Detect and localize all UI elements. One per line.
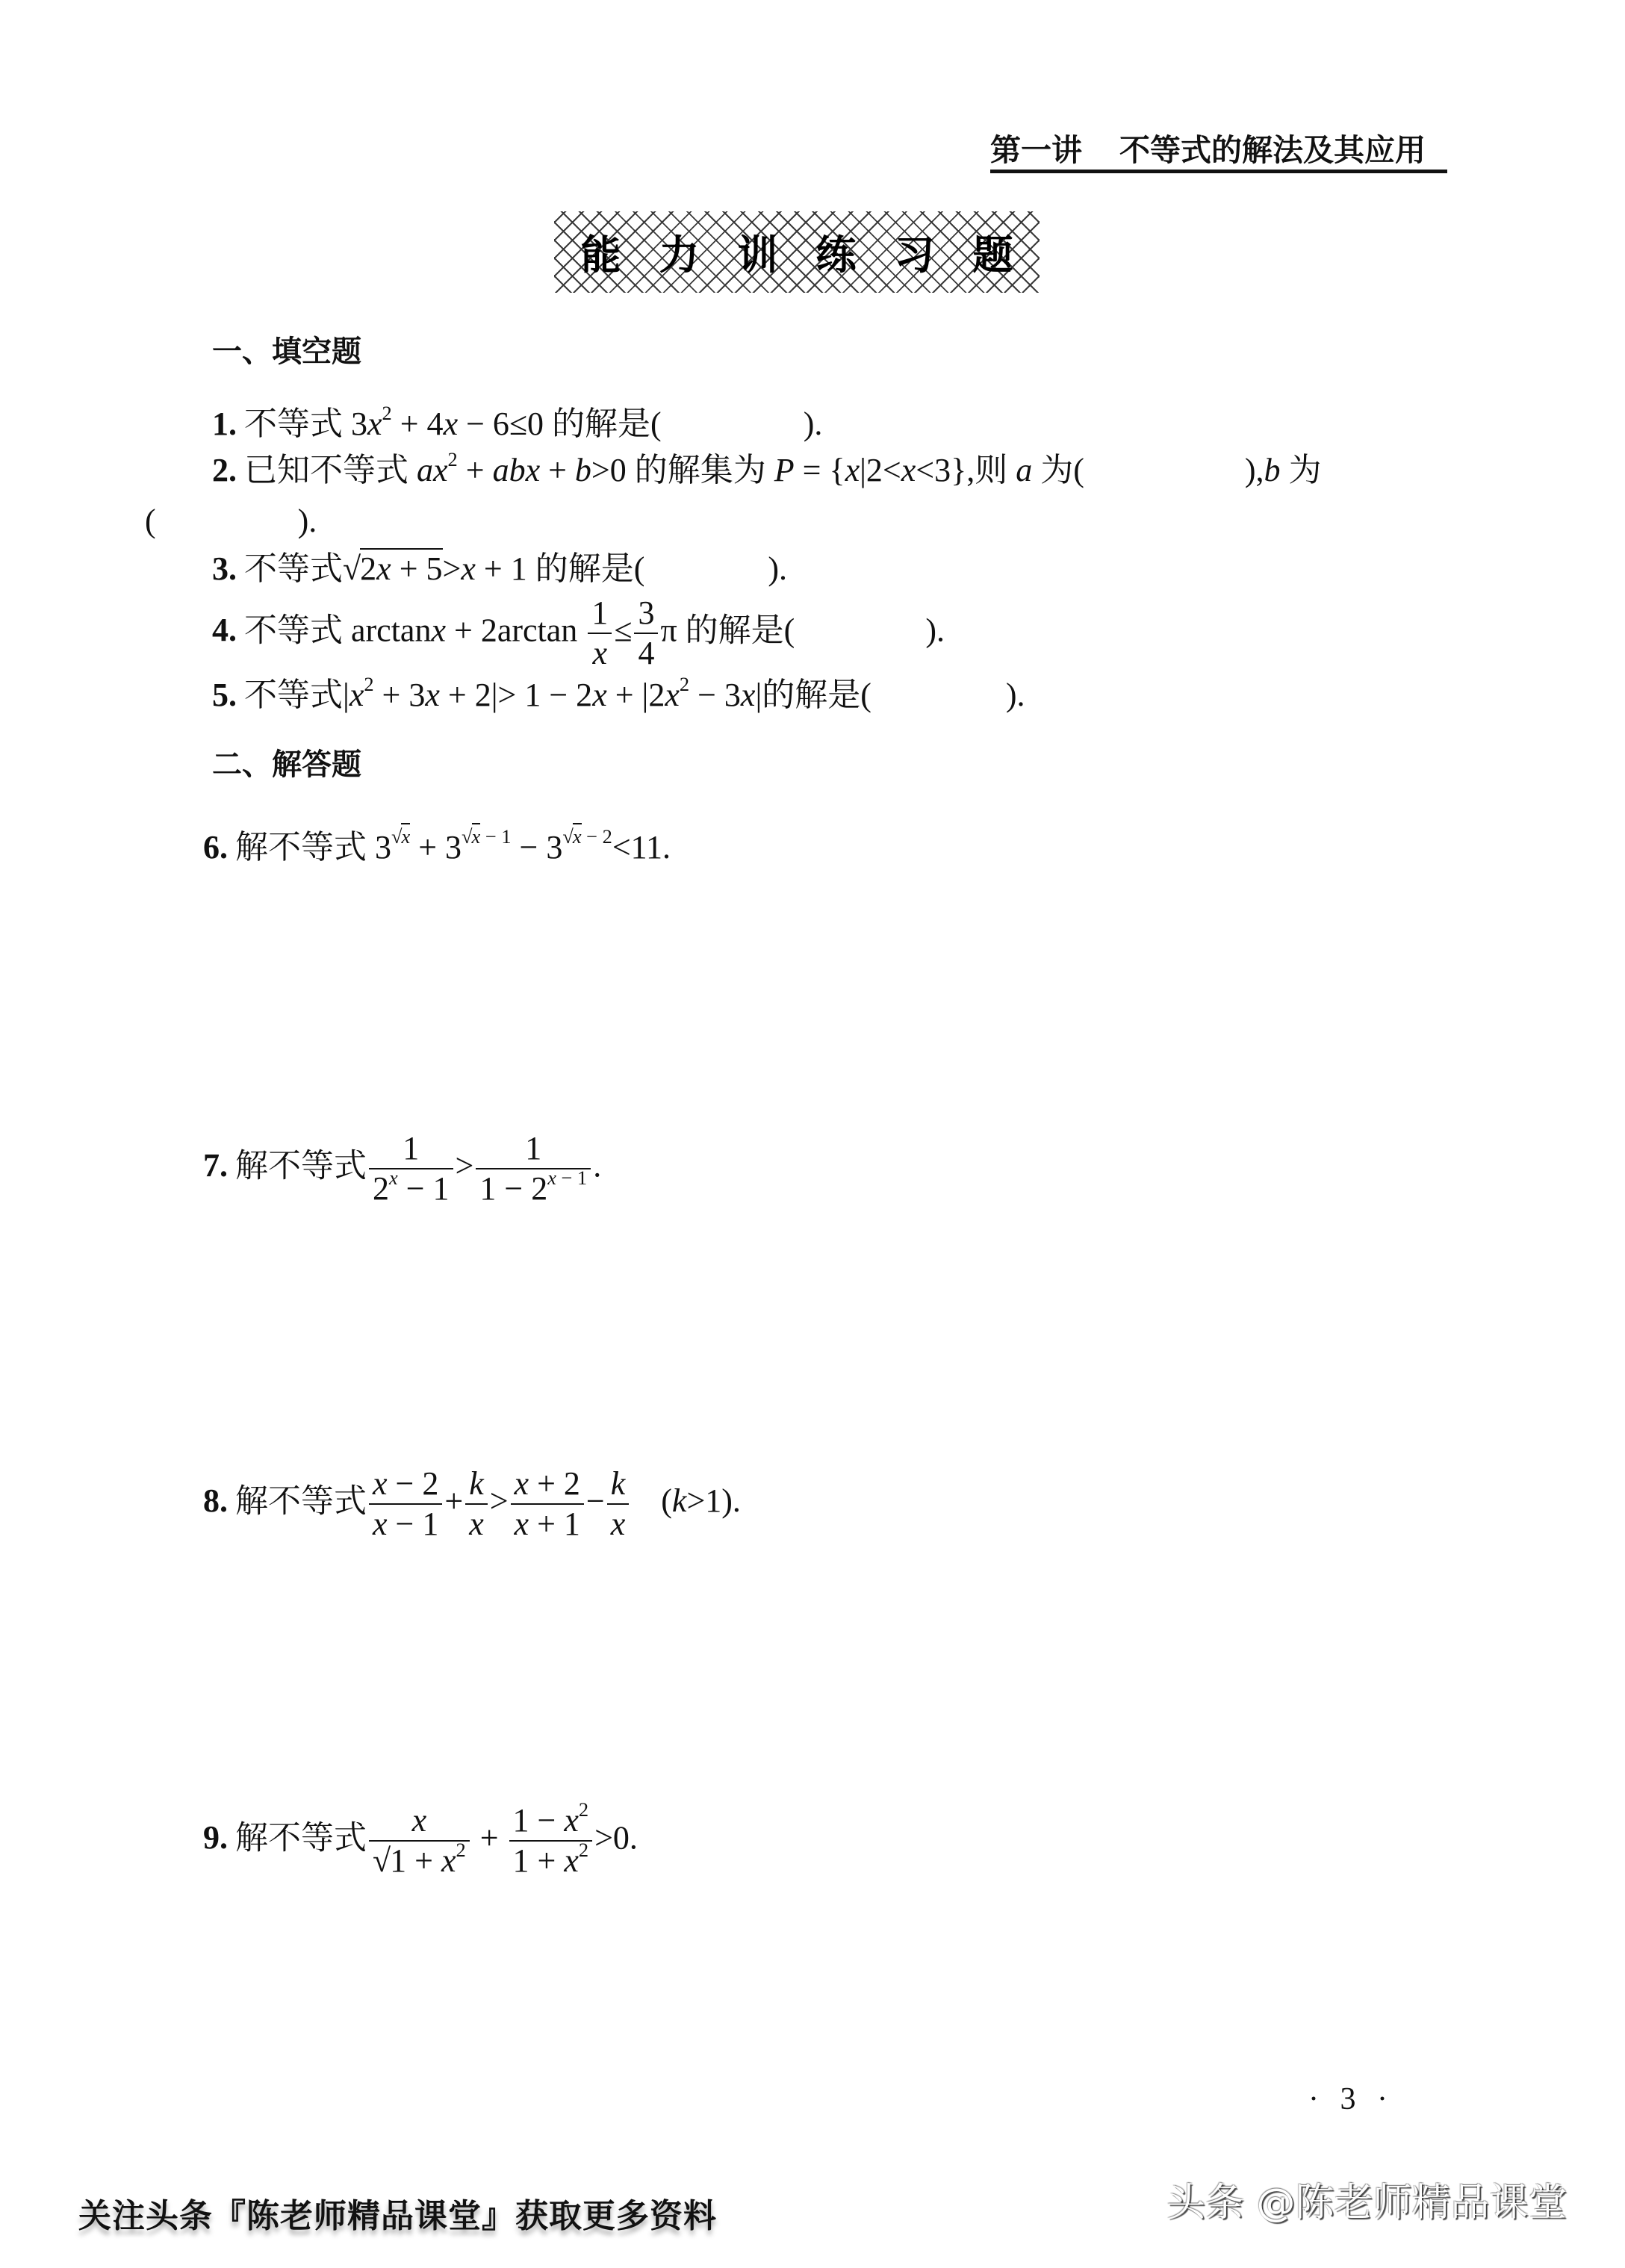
fraction: [511, 1464, 584, 1542]
text-fragment: 不等式: [244, 676, 343, 713]
fraction-numerator: 1: [588, 596, 612, 634]
problem-number: 8.: [203, 1482, 228, 1520]
math-term: + |2: [615, 676, 665, 713]
math-term: − 6≤0: [466, 405, 544, 442]
math-variable: x: [349, 676, 364, 713]
math-operator: −: [585, 1482, 605, 1520]
fraction-denominator: [369, 1839, 470, 1879]
exponent: 2: [382, 402, 392, 424]
problem-number: 5.: [212, 676, 237, 713]
problem-content: [203, 1464, 741, 1542]
text-fragment: ).: [297, 502, 317, 539]
text-fragment: 不等式: [244, 550, 343, 587]
math-term: + 3: [418, 828, 462, 866]
math-variable: x: [373, 1506, 388, 1542]
fraction-numerator: k: [607, 1467, 630, 1505]
math-term: − 2: [586, 825, 612, 848]
running-header: [990, 131, 1447, 173]
math-term: − 3: [519, 828, 563, 866]
text-fragment: ,则: [966, 451, 1008, 488]
fraction-numerator: [509, 1798, 593, 1842]
exponent: [391, 825, 410, 848]
math-constant: π: [660, 612, 677, 649]
radicand: [360, 548, 442, 587]
math-operator: ≤: [614, 612, 633, 649]
math-term: + 1: [483, 550, 527, 587]
fraction-denominator: [511, 1505, 584, 1541]
math-variable: ax: [417, 451, 448, 488]
fraction: [476, 1131, 591, 1206]
math-term: − 2: [395, 1464, 439, 1502]
text-fragment: 的解集为: [634, 451, 766, 488]
math-term: − 1: [395, 1506, 439, 1542]
math-term: + 2: [537, 1464, 580, 1502]
math-variable: x: [373, 1464, 388, 1502]
math-variable: x: [425, 676, 440, 713]
math-term: >0.: [594, 1819, 638, 1857]
math-variable: x: [376, 550, 391, 587]
exponent: 2: [578, 1839, 589, 1862]
fraction-numerator: 1: [369, 1131, 453, 1169]
math-term: >1).: [686, 1482, 741, 1520]
math-term: 1 +: [390, 1842, 433, 1879]
math-term: 1 +: [512, 1842, 556, 1879]
text-fragment: .: [593, 1147, 602, 1184]
problem-content: [212, 551, 787, 587]
text-fragment: ).: [1005, 676, 1025, 713]
abs-bar: |: [343, 676, 349, 713]
exponent: x: [389, 1166, 398, 1190]
banner-title: 能力训练习题: [580, 232, 1051, 279]
abs-bar: |: [491, 676, 498, 713]
text-fragment: 为(: [1040, 451, 1084, 488]
math-term: + 3: [382, 676, 426, 713]
math-variable: P: [774, 451, 795, 488]
sqrt-icon: √: [343, 550, 361, 587]
text-fragment: 不等式: [244, 612, 343, 649]
fraction-denominator: [476, 1166, 591, 1207]
text-fragment: 的解是(: [685, 612, 795, 649]
math-variable: x: [592, 676, 607, 713]
text-fragment: 的解是(: [535, 550, 645, 587]
radicand: [390, 1840, 466, 1879]
sqrt-icon: √: [391, 825, 403, 848]
text-fragment: 解不等式: [235, 828, 367, 866]
fraction: [509, 1798, 593, 1879]
problem-8: [203, 1455, 741, 1553]
math-term: >0: [591, 451, 627, 488]
fraction-numerator: [511, 1464, 584, 1505]
text-fragment: (: [661, 1482, 672, 1520]
math-term: + 2: [447, 676, 491, 713]
math-variable: x: [665, 676, 680, 713]
problem-number: 9.: [203, 1819, 228, 1857]
condition: [661, 1482, 741, 1519]
math-operator: >: [455, 1147, 474, 1184]
radicand: x: [573, 823, 582, 848]
watermark: 头条 @陈老师精品课堂: [1166, 2181, 1567, 2225]
problem-number: 3.: [212, 550, 237, 587]
problem-content: [203, 1798, 638, 1879]
fraction-numerator: x: [369, 1803, 470, 1842]
exponent: 2: [679, 673, 690, 695]
math-term: 1 −: [512, 1801, 556, 1839]
text-fragment: 为: [1288, 451, 1322, 488]
fraction: [369, 1803, 470, 1878]
problem-6: [203, 799, 671, 896]
math-variable: b: [1264, 451, 1281, 488]
text-fragment: ).: [925, 612, 945, 649]
math-term: |2<: [860, 451, 901, 488]
math-base: 3: [375, 828, 391, 866]
math-variable: a: [1016, 451, 1033, 488]
math-operator: >: [489, 1482, 509, 1520]
math-base: 2: [373, 1170, 389, 1207]
radicand: x: [401, 823, 410, 848]
math-variable: x: [740, 676, 756, 713]
math-term: + 5: [399, 550, 443, 587]
problem-9: [203, 1792, 638, 1889]
sqrt-icon: √: [373, 1842, 391, 1879]
fraction-denominator: x: [469, 1506, 484, 1542]
math-variable: x: [441, 1842, 456, 1879]
math-variable: x: [845, 451, 860, 488]
math-operator: +: [548, 451, 567, 488]
math-variable: abx: [492, 451, 541, 488]
text-fragment: 的解是(: [552, 405, 662, 442]
chapter-label: 第一讲: [990, 132, 1082, 168]
math-term: 1 − 2: [479, 1170, 548, 1207]
math-variable: b: [574, 451, 591, 488]
math-term: > 1 − 2: [497, 676, 593, 713]
sqrt-icon: √: [562, 825, 574, 848]
fraction: [369, 1464, 442, 1542]
math-variable: x: [461, 550, 476, 587]
fraction-denominator: x: [592, 635, 608, 671]
exponent: 2: [456, 1839, 466, 1862]
math-variable: k: [671, 1482, 687, 1520]
math-variable: x: [514, 1464, 529, 1502]
math-variable: x: [564, 1801, 579, 1839]
text-fragment: ).: [768, 550, 788, 587]
text-fragment: 不等式: [244, 405, 343, 442]
exponent: 2: [364, 673, 374, 695]
math-function: arctan: [351, 612, 432, 649]
fraction-denominator: [369, 1505, 442, 1541]
math-term: = {: [802, 451, 845, 488]
abs-bar: |: [755, 676, 762, 713]
problem-number: 1.: [212, 405, 237, 442]
exponent: [462, 825, 512, 848]
text-fragment: 解不等式: [235, 1147, 367, 1184]
math-term: − 1: [485, 825, 512, 848]
text-fragment: ).: [803, 405, 823, 442]
math-variable: x: [367, 405, 382, 442]
math-coefficient: 3: [351, 405, 367, 442]
fraction-numerator: 3: [634, 596, 658, 634]
math-variable: x: [443, 405, 459, 442]
problem-2: [212, 422, 1322, 519]
problem-number: 4.: [212, 612, 237, 649]
math-variable: x: [431, 612, 446, 649]
math-function: + 2arctan: [454, 612, 578, 649]
fraction-numerator: [369, 1464, 442, 1505]
section-heading-solve: 二、解答题: [212, 748, 361, 782]
math-variable: x: [901, 451, 916, 488]
problem-number: 7.: [203, 1147, 228, 1184]
title-banner: [554, 211, 1051, 293]
problem-5: [212, 647, 1025, 744]
text-fragment: 解不等式: [235, 1482, 367, 1520]
problem-7: [203, 1120, 601, 1217]
fraction-numerator: k: [465, 1467, 488, 1505]
math-term: − 1: [406, 1170, 450, 1207]
footer-promo-text: 关注头条『陈老师精品课堂』获取更多资料: [78, 2197, 717, 2235]
problem-content: [212, 673, 1025, 713]
math-term: <11.: [612, 828, 671, 866]
math-variable: x: [514, 1506, 529, 1542]
math-term: + 1: [537, 1506, 580, 1542]
text-fragment: 的解是(: [762, 676, 871, 713]
math-variable: x: [564, 1842, 579, 1879]
fraction-numerator: 1: [476, 1131, 591, 1169]
text-fragment: 解不等式: [235, 1819, 367, 1857]
sqrt-icon: √: [462, 825, 473, 848]
section-heading-fill-in: 一、填空题: [212, 335, 361, 369]
math-operator: +: [465, 451, 485, 488]
problem-number: 6.: [203, 828, 228, 866]
problem-number: 2.: [212, 451, 237, 488]
fraction-denominator: 4: [638, 635, 655, 671]
math-term: − 3: [697, 676, 741, 713]
math-variable: x: [547, 1166, 556, 1190]
math-term: − 1: [561, 1166, 588, 1190]
text-fragment: ),: [1244, 451, 1264, 488]
math-operator: +: [479, 1819, 499, 1857]
page-number: · 3 ·: [1308, 2082, 1388, 2116]
fraction-denominator: [369, 1166, 453, 1207]
exponent: [547, 1166, 587, 1189]
chapter-title: 不等式的解法及其应用: [1119, 132, 1426, 168]
math-term: + 4: [400, 405, 444, 442]
math-operator: +: [444, 1482, 464, 1520]
radicand: x: [472, 823, 481, 848]
fraction: [465, 1464, 488, 1542]
fraction: [607, 1464, 630, 1542]
problem-content: [203, 825, 671, 866]
problem-content: [203, 1131, 601, 1206]
math-coefficient: 2: [360, 550, 377, 587]
fraction-denominator: x: [610, 1506, 626, 1542]
math-term: <3}: [916, 451, 967, 488]
fraction-denominator: [509, 1839, 593, 1879]
text-fragment: (: [145, 502, 156, 539]
math-operator: >: [442, 550, 462, 587]
problem-content: [212, 448, 1322, 488]
exponent: 2: [578, 1798, 589, 1821]
exponent: [562, 825, 612, 848]
text-fragment: 已知不等式: [244, 451, 408, 488]
exponent: 2: [447, 448, 458, 470]
fraction: [369, 1131, 453, 1206]
